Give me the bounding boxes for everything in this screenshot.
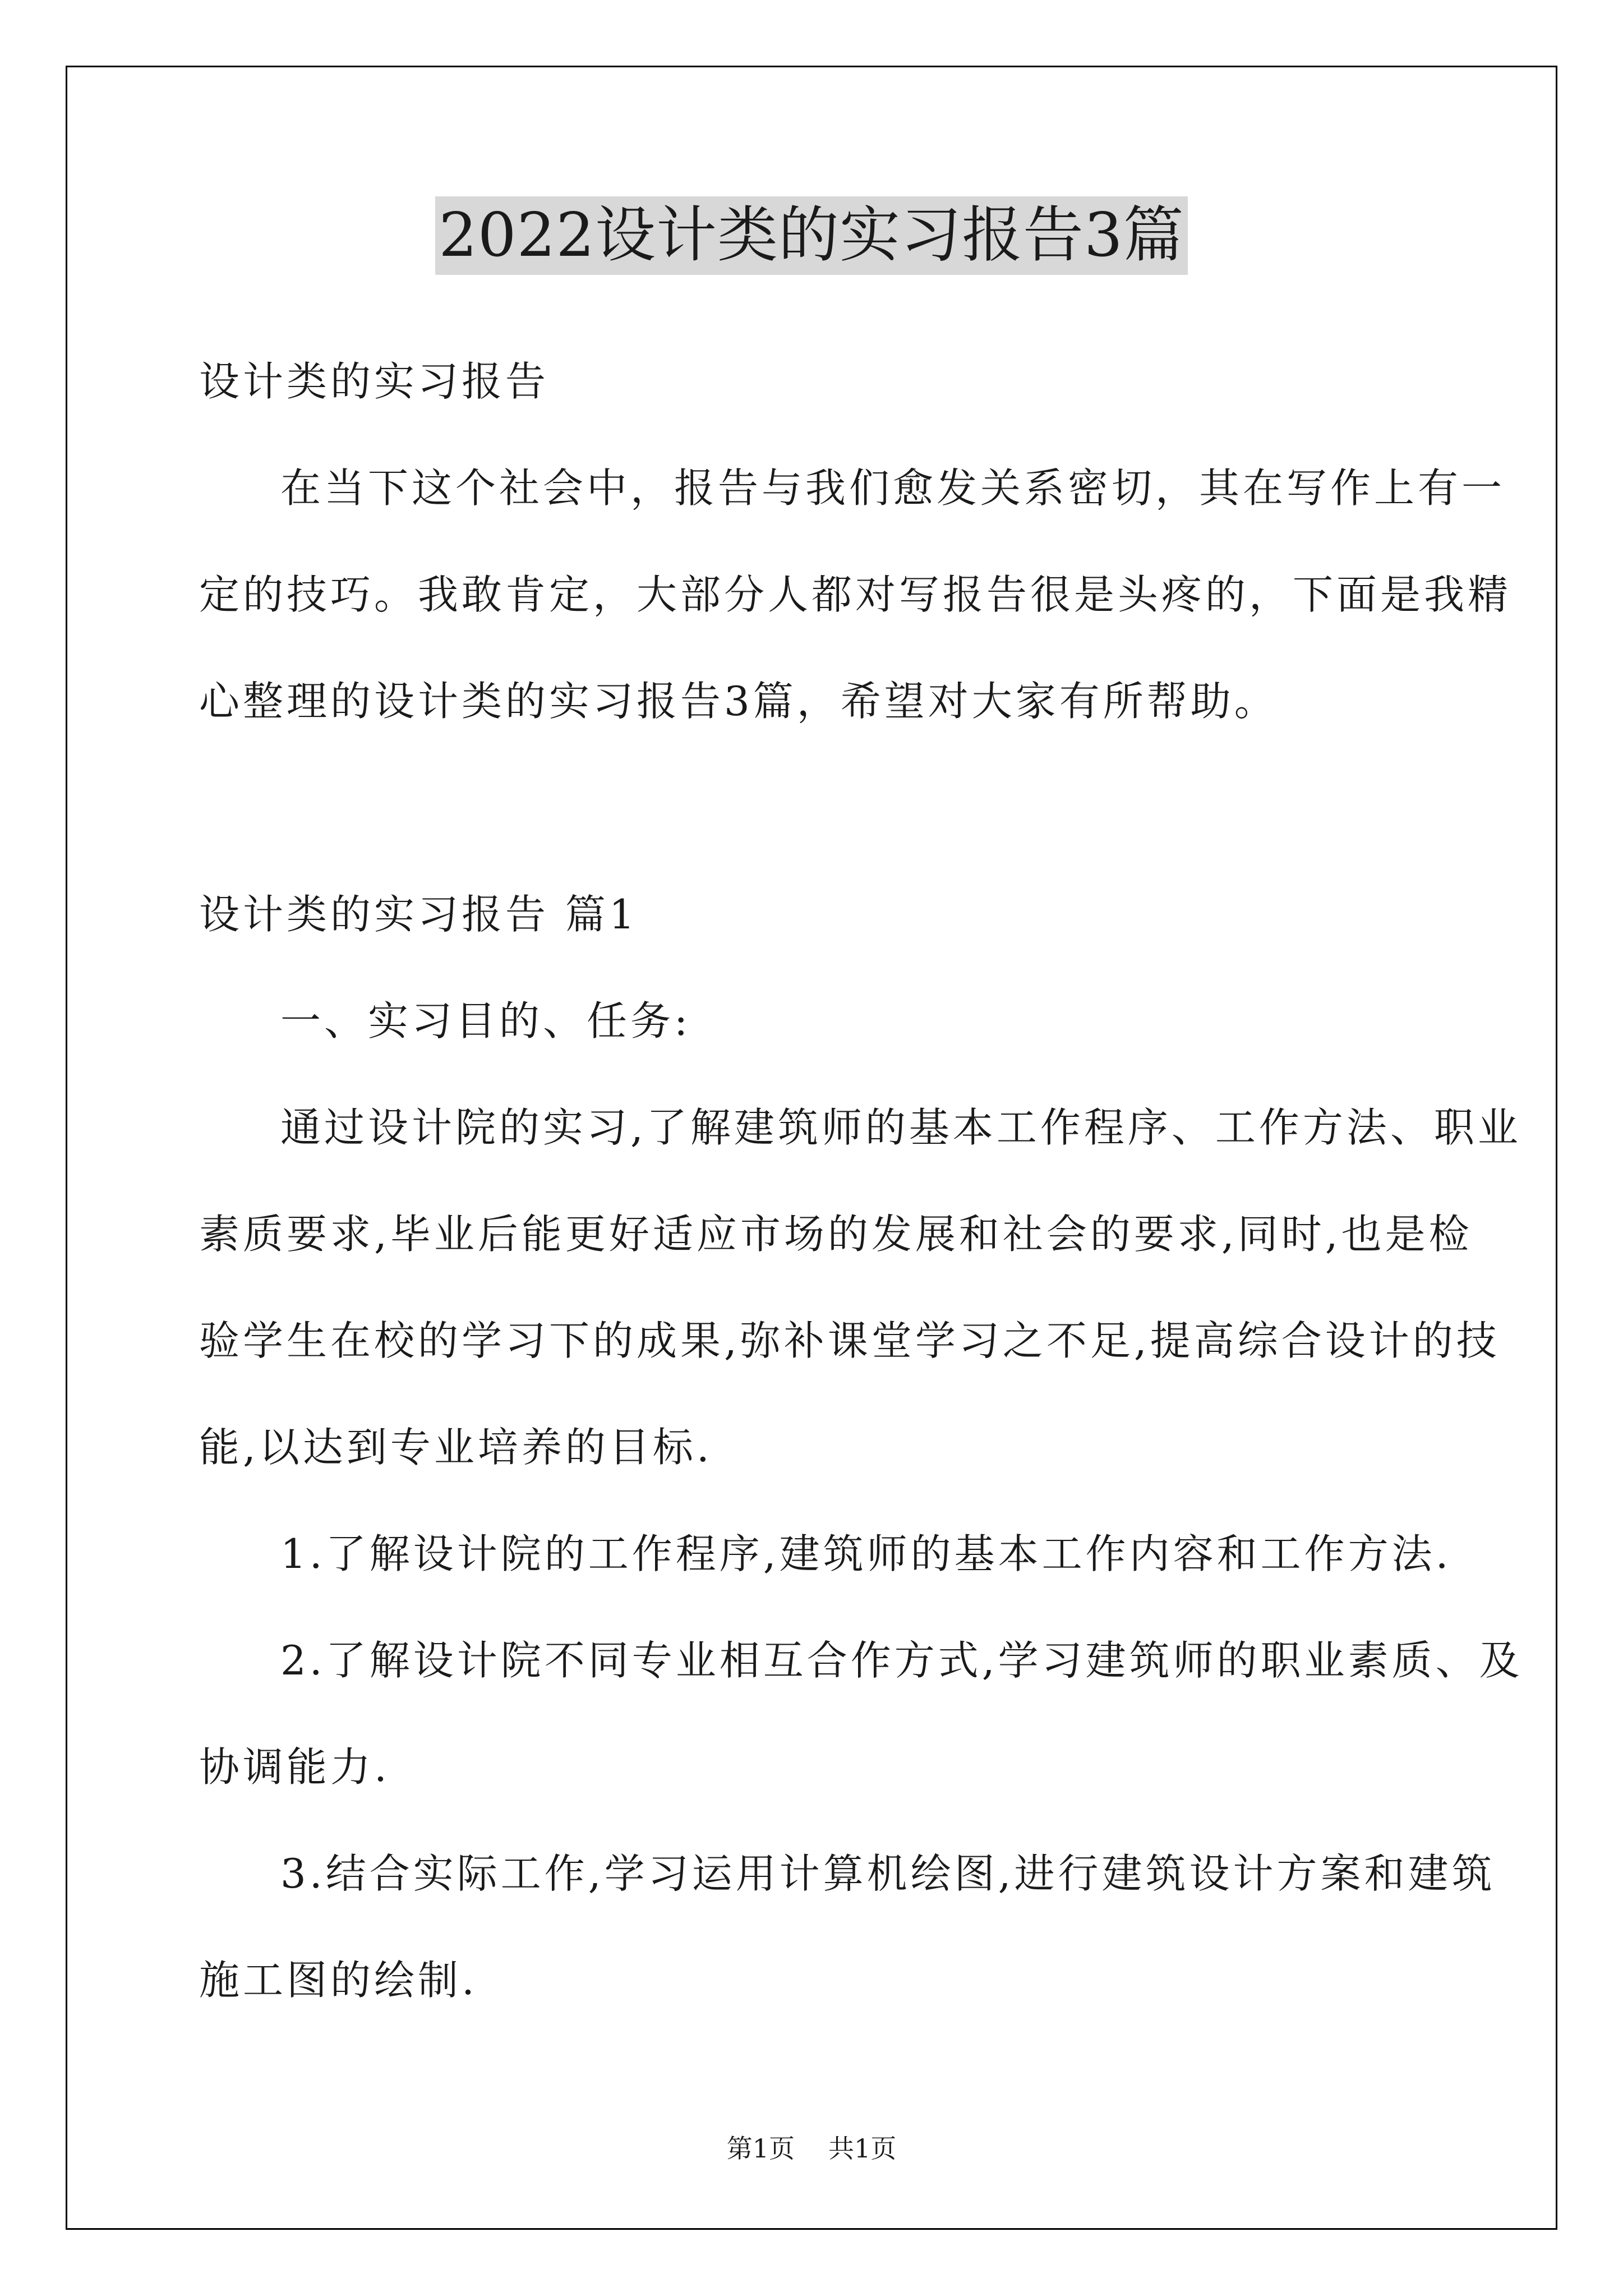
list-item-continuation: 协调能力. <box>199 1743 390 1791</box>
page-number: 第1页 <box>726 2133 795 2164</box>
paragraph-line: 在当下这个社会中，报告与我们愈发关系密切，其在写作上有一 <box>280 464 1506 512</box>
list-item: 1.了解设计院的工作程序,建筑师的基本工作内容和工作方法. <box>280 1530 1452 1577</box>
paragraph-line: 验学生在校的学习下的成果,弥补课堂学习之不足,提高综合设计的技 <box>199 1317 1500 1364</box>
paragraph-line: 能,以达到专业培养的目标. <box>199 1424 713 1471</box>
document-title: 2022设计类的实习报告3篇 <box>435 196 1188 275</box>
paragraph-line: 通过设计院的实习,了解建筑师的基本工作程序、工作方法、职业 <box>280 1104 1521 1151</box>
list-item: 2.了解设计院不同专业相互合作方式,学习建筑师的职业素质、及 <box>280 1637 1523 1684</box>
list-item: 3.结合实际工作,学习运用计算机绘图,进行建筑设计方案和建筑 <box>280 1850 1496 1897</box>
paragraph-line: 素质要求,毕业后能更好适应市场的发展和社会的要求,同时,也是检 <box>199 1211 1473 1258</box>
title-container <box>0 196 1623 275</box>
subsection-heading: 一、实习目的、任务: <box>280 997 691 1045</box>
paragraph-line: 心整理的设计类的实习报告3篇，希望对大家有所帮助。 <box>199 678 1278 725</box>
paragraph-line: 定的技巧。我敢肯定，大部分人都对写报告很是头疼的，下面是我精 <box>199 571 1512 618</box>
page-footer <box>0 2132 1623 2165</box>
section-heading: 设计类的实习报告 篇1 <box>199 891 638 938</box>
page-total: 共1页 <box>828 2133 897 2164</box>
section-heading: 设计类的实习报告 <box>199 358 550 405</box>
list-item-continuation: 施工图的绘制. <box>199 1957 478 2004</box>
